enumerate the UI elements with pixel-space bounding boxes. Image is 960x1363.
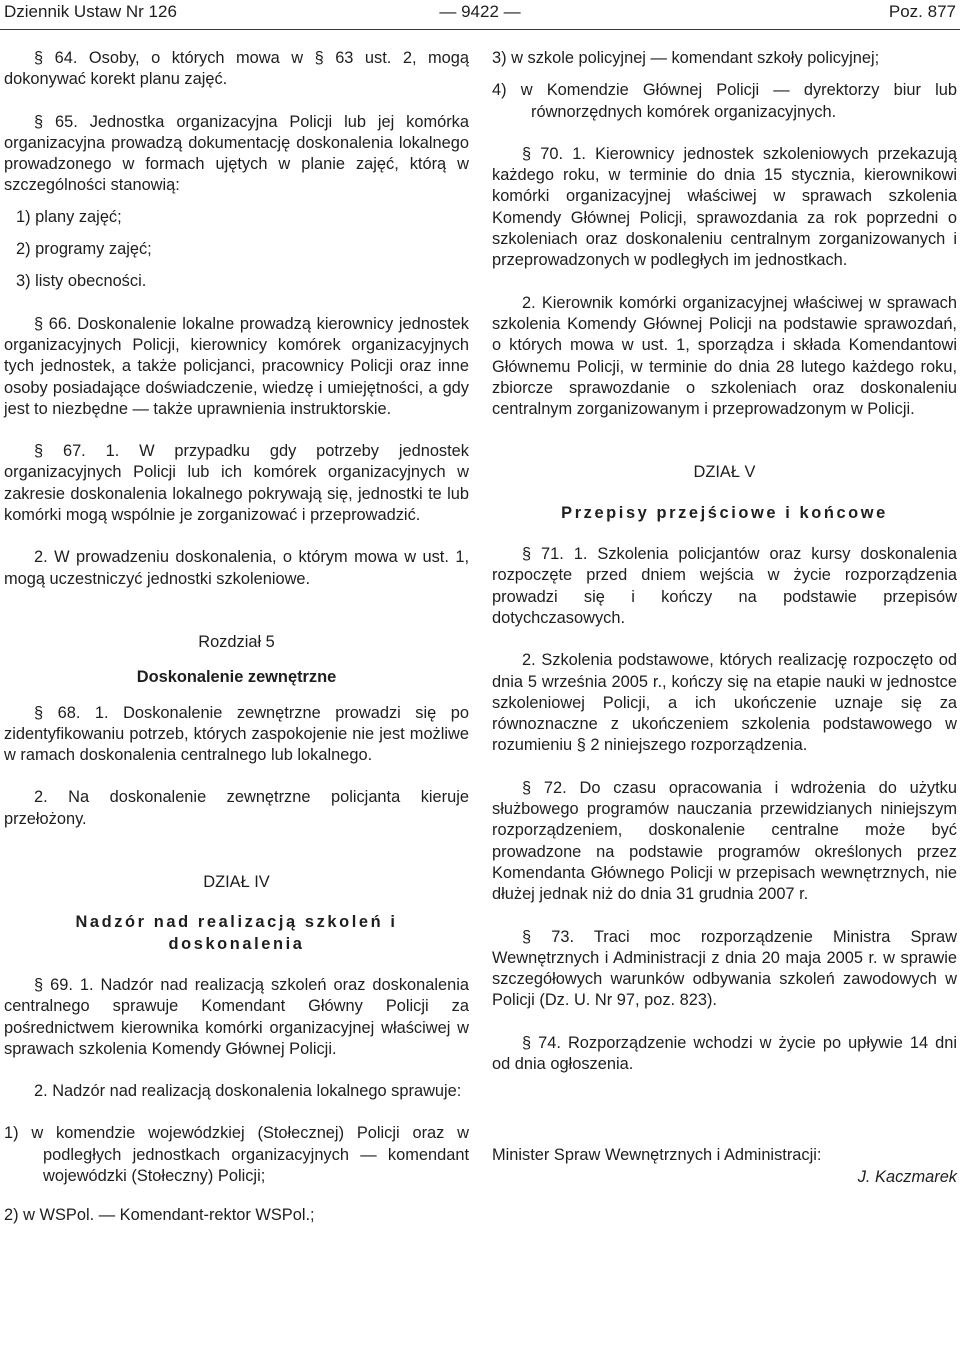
- paragraph-68-2: 2. Na doskonalenie zewnętrzne policjanta kieruje przełożony.: [4, 788, 469, 828]
- paragraph-70-2: 2. Kierownik komórki organizacyjnej właściwej w sprawach szkolenia Komendy Głównej Policji na podstawie sprawozdań, o których mowa w ust. 1, sporządza i składa Komendantowi Głównemu Policji, w terminie do dnia 28 lutego każdego roku, zbiorcze sprawozdanie o szkoleniach oraz doskonaleniu centralnym zorganizowanym i przeprowadzonym w Policji.: [492, 293, 957, 419]
- paragraph-74: § 74. Rozporządzenie wchodzi w życie po upływie 14 dni od dnia ogłoszenia.: [492, 1033, 957, 1073]
- paragraph-72: § 72. Do czasu opracowania i wdrożenia do użytku służbowego programów nauczania przewidzianych niniejszym rozporządzeniem, doskonalenie centralne może być prowadzone na podstawie programów określonych przez Komendanta Głównego Policji w przepisach wewnętrznych, nie dłużej jednak niż do dnia 31 grudnia 2007 r.: [492, 778, 957, 904]
- page-number: — 9422 —: [439, 2, 521, 21]
- paragraph-69-1: § 69. 1. Nadzór nad realizacją szkoleń oraz doskonalenia centralnego sprawuje Komendant Główny Policji za pośrednictwem kierownika komórki organizacyjnej właściwej w sprawach szkolenia Komendy Głównej Policji.: [4, 975, 469, 1058]
- division-heading: DZIAŁ V: [693, 463, 756, 482]
- left-column: [4, 48, 469, 1227]
- paragraph-70-1: § 70. 1. Kierownicy jednostek szkoleniowych przekazują każdego roku, w terminie do dnia 15 stycznia, kierownikowi komórki organizacyjnej właściwej w sprawach szkolenia Komendy Głównej Policji, sprawozdania za rok poprzedni o szkoleniach oraz doskonaleniu centralnym zorganizowanych i przeprowadzonych w podległych im jednostkach.: [492, 144, 957, 270]
- header-rule: [0, 29, 960, 30]
- list-item: 2) w WSPol. — Komendant-rektor WSPol.;: [4, 1206, 315, 1225]
- chapter-heading: Rozdział 5: [198, 632, 275, 651]
- paragraph-65: § 65. Jednostka organizacyjna Policji lub jej komórka organizacyjna prowadzą dokumentację doskonalenia lokalnego prowadzonego w formach ujętych w planie zajęć, którą w szczególności stanowią:: [4, 112, 469, 195]
- list-item: 4) w Komendzie Głównej Policji — dyrektorzy biur lub równorzędnych komórek organizacyjnych.: [492, 81, 957, 121]
- chapter-title: Doskonalenie zewnętrzne: [136, 668, 337, 687]
- paragraph-67-2: 2. W prowadzeniu doskonalenia, o którym mowa w ust. 1, mogą uczestniczyć jednostki szkoleniowe.: [4, 548, 469, 588]
- paragraph-69-2: 2. Nadzór nad realizacją doskonalenia lokalnego sprawuje:: [34, 1082, 462, 1101]
- paragraph-68-1: § 68. 1. Doskonalenie zewnętrzne prowadzi się po zidentyfikowaniu potrzeb, których zaspokojenie nie jest możliwe w ramach doskonalenia centralnego lub lokalnego.: [4, 703, 469, 765]
- division-heading: DZIAŁ IV: [203, 873, 270, 892]
- paragraph-71-2: 2. Szkolenia podstawowe, których realizację rozpoczęto od dnia 5 września 2005 r., kończy się na etapie nauki w jednostce szkoleniowej Policji, a ich ukończenie uznaje się za równoznaczne z ukończeniem szkolenia podstawowego w rozumieniu § 2 niniejszego rozporządzenia.: [492, 651, 957, 755]
- list-item: 3) w szkole policyjnej — komendant szkoły policyjnej;: [492, 49, 880, 67]
- list-item: 1) w komendzie wojewódzkiej (Stołecznej) Policji oraz w podległych jednostkach organizacyjnych — komendant wojewódzki (Stołeczny) Policji;: [4, 1124, 469, 1185]
- journal-title: Dziennik Ustaw Nr 126: [4, 2, 177, 21]
- paragraph-66: § 66. Doskonalenie lokalne prowadzą kierownicy jednostek organizacyjnych Policji, kierownicy komórek organizacyjnych tych jednostek, a także policjanci, pracownicy Policji oraz inne osoby posiadające doświadczenie, wiedzę i umiejętności, a gdy jest to niezbędne — także uprawnienia instruktorskie.: [4, 314, 469, 418]
- division-title: Nadzór nad realizacją szkoleń i doskonalenia: [75, 913, 398, 953]
- division-title: Przepisy przejściowe i końcowe: [561, 503, 888, 522]
- paragraph-73: § 73. Traci moc rozporządzenie Ministra Spraw Wewnętrznych i Administracji z dnia 20 maja 2005 r. w sprawie szczegółowych warunków odbywania szkoleń zawodowych w Policji (Dz. U. Nr 97, poz. 823).: [492, 927, 957, 1010]
- paragraph-67-1: § 67. 1. W przypadku gdy potrzeby jednostek organizacyjnych Policji lub ich komórek organizacyjnych w zakresie doskonalenia lokalnego pokrywają się, jednostki te lub komórki mogą wspólnie je zorganizować i przeprowadzić.: [4, 442, 469, 525]
- list-item: 1) plany zajęć;: [16, 207, 122, 226]
- signature-title: Minister Spraw Wewnętrznych i Administracji:: [492, 1146, 822, 1165]
- paragraph-71-1: § 71. 1. Szkolenia policjantów oraz kursy doskonalenia rozpoczęte przed dniem wejścia w życie rozporządzenia prowadzi się i kończy na podstawie przepisów dotychczasowych.: [492, 545, 957, 627]
- paragraph-64: § 64. Osoby, o których mowa w § 63 ust. 2, mogą dokonywać korekt planu zajęć.: [4, 49, 469, 89]
- signature-name: J. Kaczmarek: [857, 1167, 957, 1186]
- position-number: Poz. 877: [888, 2, 956, 21]
- list-item: 2) programy zajęć;: [16, 240, 152, 259]
- right-column: [492, 48, 957, 1188]
- list-item: 3) listy obecności.: [16, 272, 147, 291]
- page-header: [0, 0, 960, 30]
